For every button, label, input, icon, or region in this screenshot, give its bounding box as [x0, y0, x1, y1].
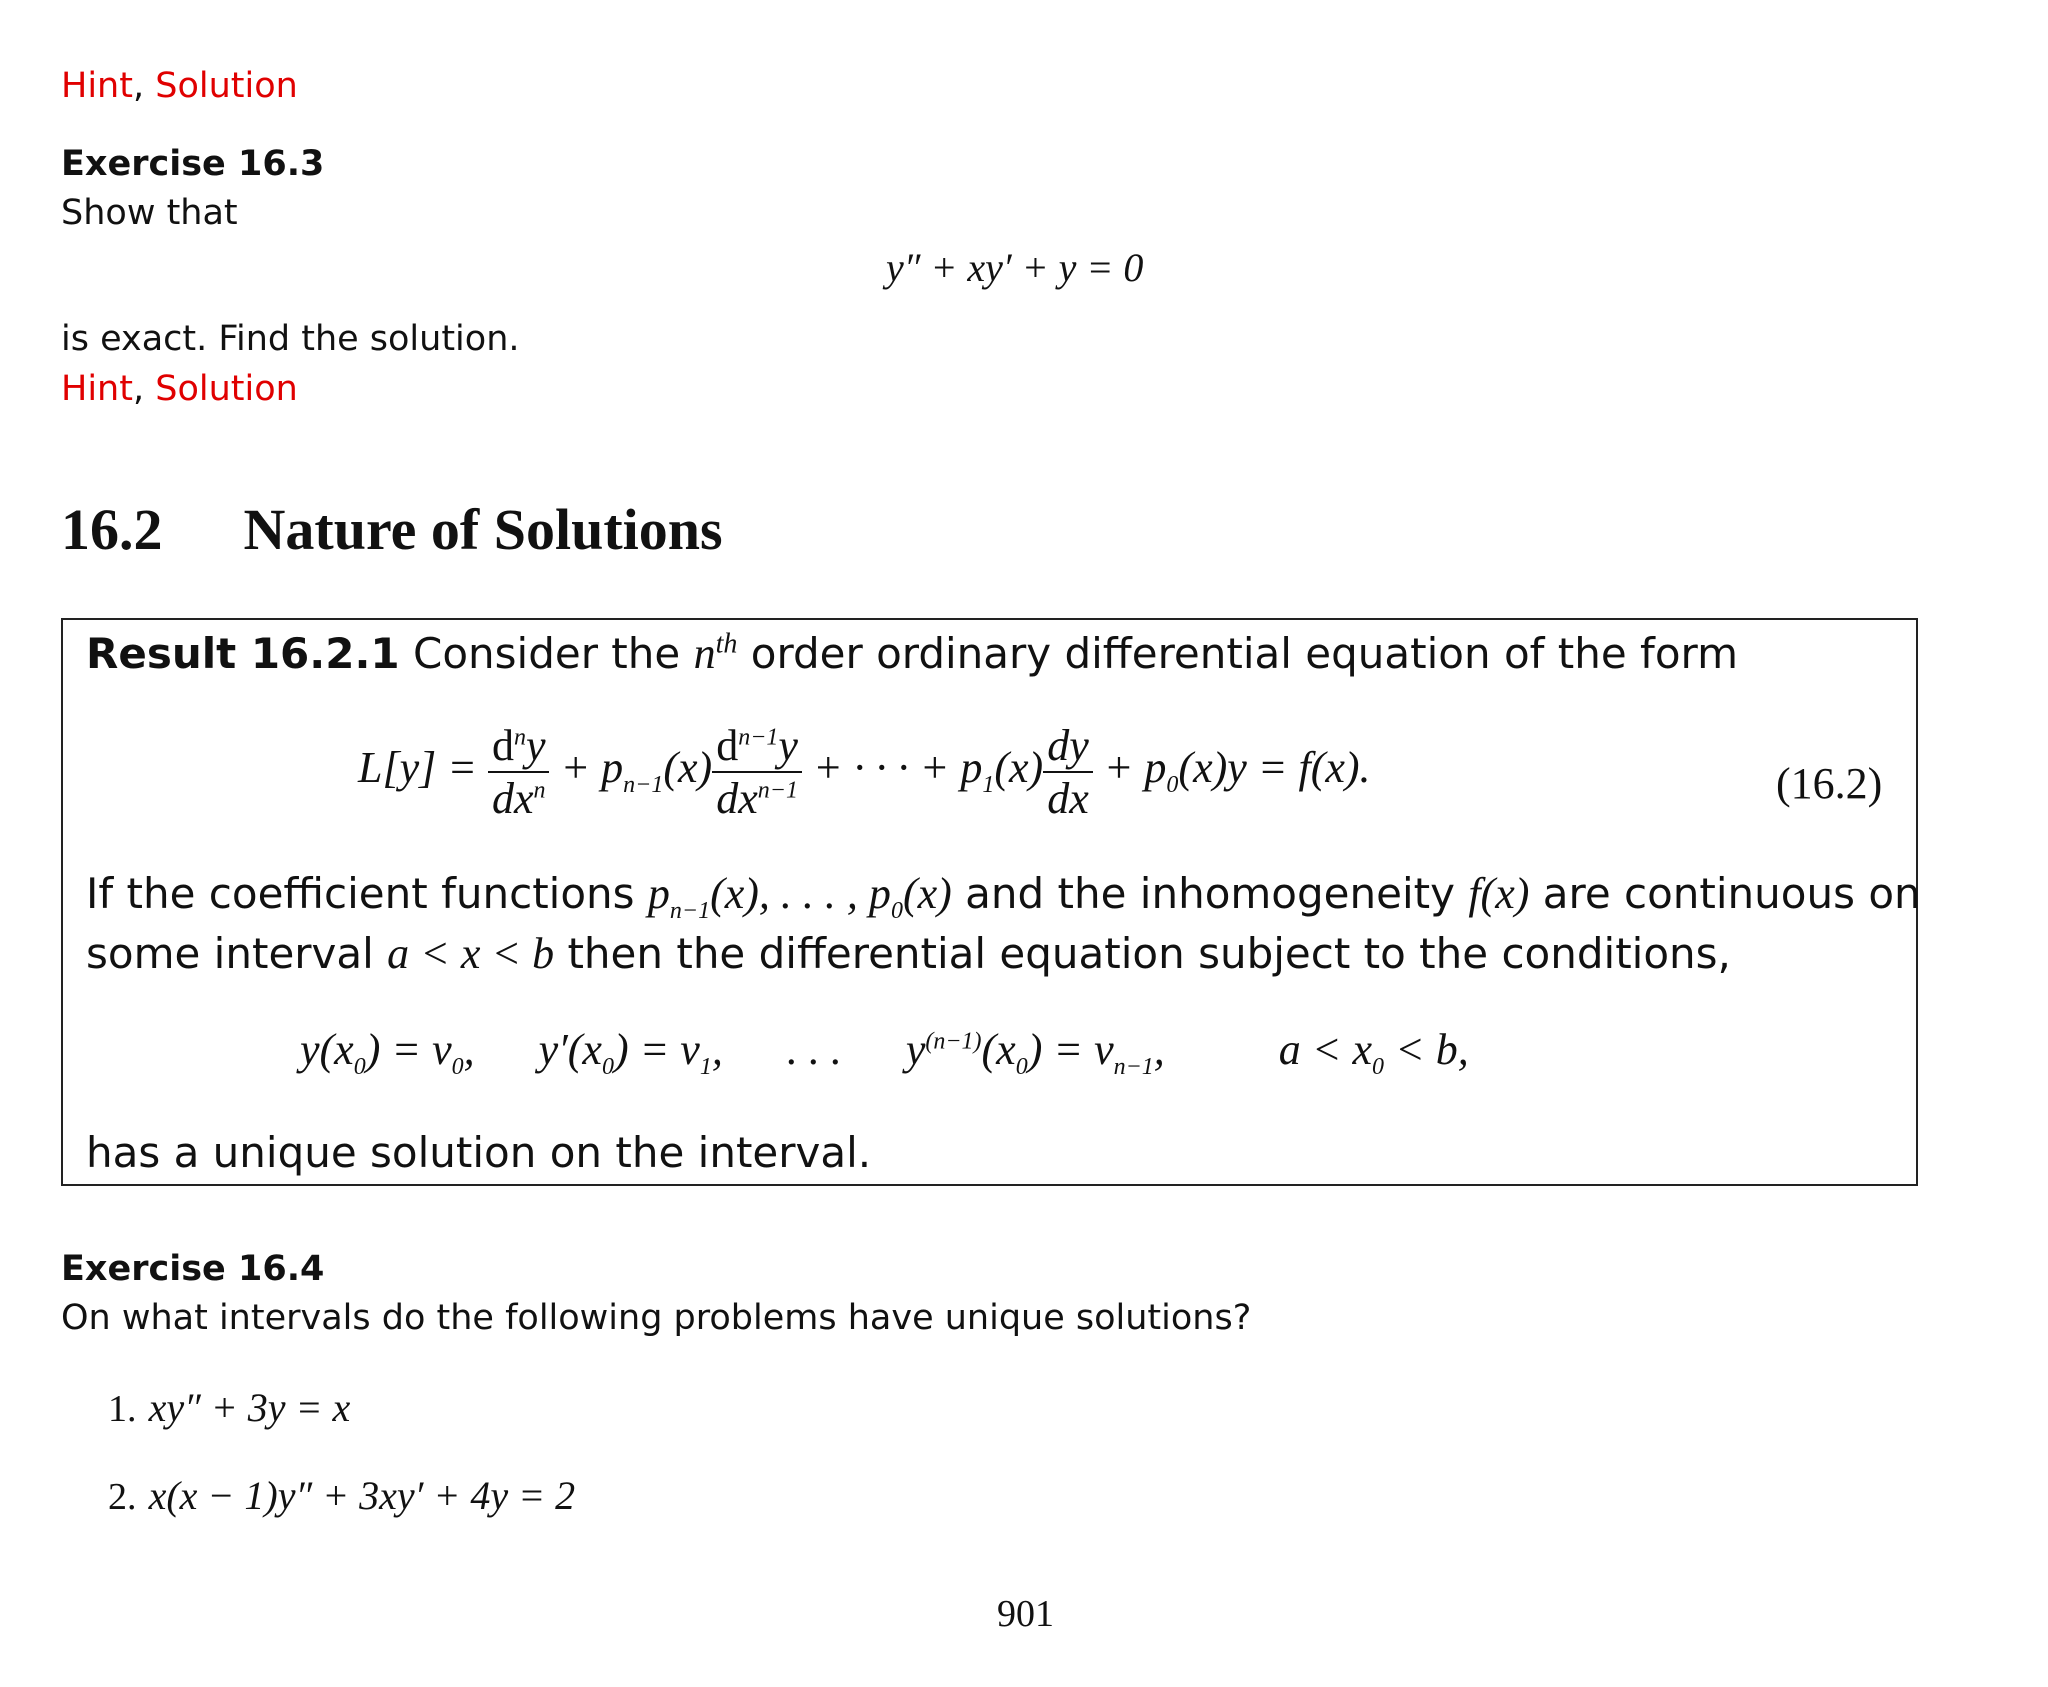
- exercise-16-3-links: [61, 369, 298, 409]
- section-number: 16.2: [61, 497, 163, 562]
- list-item: 2. x(x − 1)y″ + 3xy′ + 4y = 2: [108, 1473, 576, 1518]
- eq-lhs: L[y] =: [358, 743, 477, 793]
- result-paragraph-line2: some interval a < x < b then the differential equation subject to the conditions,: [86, 929, 1731, 978]
- fraction-dn1y-dxn1: $\frac{d^{n-1}y}{dx^{n-1}}$: [712, 720, 802, 824]
- fraction-dy-dx: $\frac{dy}{dx}$: [1043, 720, 1093, 824]
- hint-link[interactable]: Hint: [61, 66, 133, 106]
- result-n: $n^{th}$: [693, 628, 738, 678]
- equation-16-2: L[y] = $\frac{d^ny}{dx^n}$ + $p_{n-1}(x)$ $\frac{d^{n-1}y}{dx^{n-1}}$ + · · · + $p_1(x)$ $\frac{dy}{dx}$ + $p_0(x)y = f(x)$.: [358, 721, 1371, 823]
- hint-link[interactable]: Hint: [61, 369, 133, 409]
- equation-number: (16.2): [1776, 759, 1883, 808]
- result-label: Result 16.2.1: [86, 629, 400, 678]
- result-text-before: Consider the: [413, 629, 681, 678]
- link-separator: ,: [132, 66, 145, 106]
- list-item: 1. xy″ + 3y = x: [108, 1385, 351, 1430]
- top-links: [61, 66, 298, 106]
- fraction-dny-dxn: $\frac{d^ny}{dx^n}$: [488, 720, 550, 824]
- exercise-16-3-title: Exercise 16.3: [61, 144, 325, 184]
- section-title: Nature of Solutions: [243, 497, 723, 562]
- solution-link[interactable]: Solution: [155, 369, 298, 409]
- exercise-16-3-intro: Show that: [61, 193, 238, 233]
- solution-link[interactable]: Solution: [155, 66, 298, 106]
- section-heading: [61, 496, 723, 563]
- page-number: 901: [997, 1593, 1054, 1635]
- result-paragraph-line1: If the coefficient functions $p_{n-1}(x)$, . . . , $p_0(x)$ and the inhomogeneity f(x) are continuous on: [86, 869, 1921, 924]
- result-closing: has a unique solution on the interval.: [86, 1128, 872, 1177]
- link-separator: ,: [132, 369, 145, 409]
- result-text-after: order ordinary differential equation of the form: [750, 629, 1738, 678]
- exercise-16-4-title: Exercise 16.4: [61, 1249, 325, 1289]
- exercise-16-4-intro: On what intervals do the following problems have unique solutions?: [61, 1298, 1252, 1338]
- initial-conditions: $y(x_0) = v_0$, $y'(x_0) = v_1$, . . . $y^{(n-1)}(x_0) = v_{n-1}$, $a < x_0 < b$,: [300, 1025, 1469, 1080]
- exercise-16-3-equation: y″ + xy′ + y = 0: [886, 245, 1144, 290]
- exercise-16-3-after: is exact. Find the solution.: [61, 319, 520, 359]
- result-th: th: [715, 628, 738, 660]
- result-header: [86, 628, 1738, 679]
